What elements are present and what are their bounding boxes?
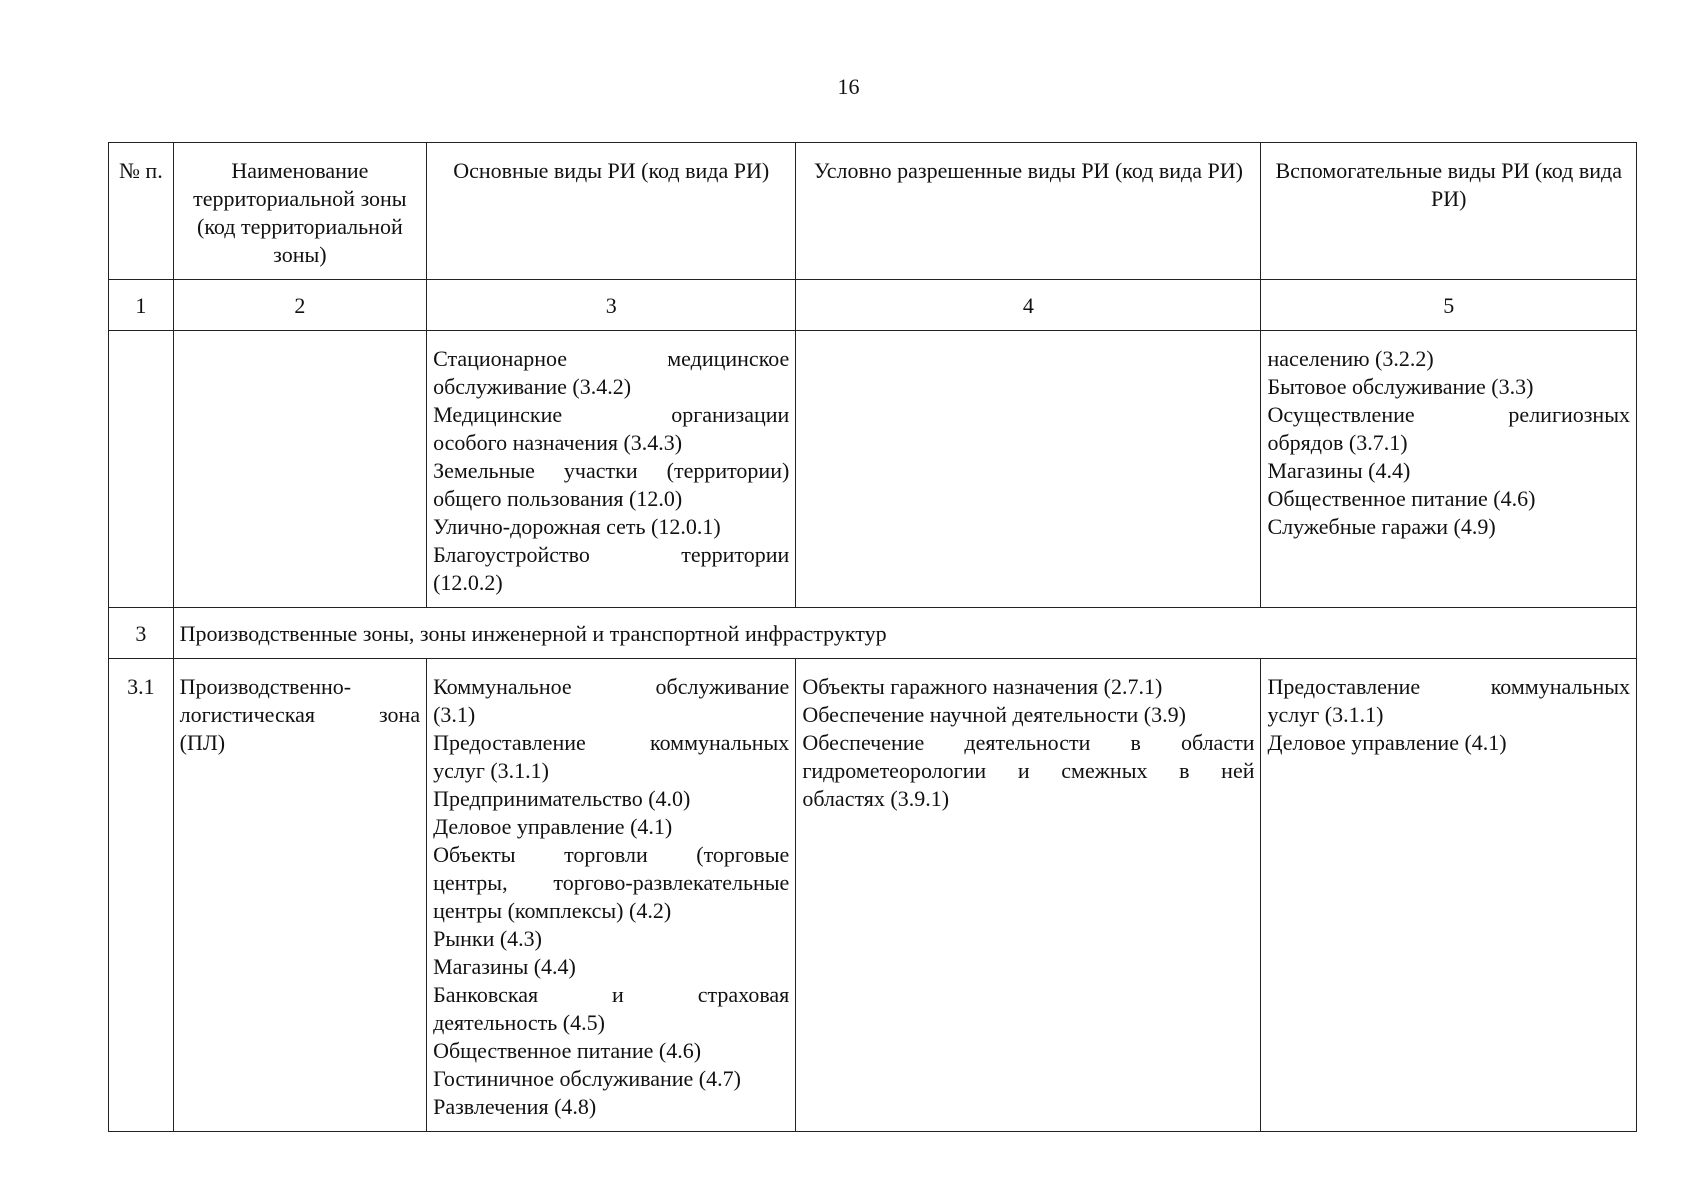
- list-item-line: Магазины (4.4): [433, 954, 576, 979]
- list-item-line: деятельность (4.5): [433, 1010, 605, 1035]
- zones-table: [108, 142, 1637, 1132]
- list-item-line: Рынки (4.3): [433, 926, 542, 951]
- list-item-line: областях (3.9.1): [802, 786, 950, 811]
- list-item-line: Стационарное медицинское: [433, 346, 790, 371]
- list-item: [1267, 457, 1630, 485]
- list-item-line: особого назначения (3.4.3): [433, 430, 683, 455]
- list-item-line: Благоустройство территории: [433, 542, 790, 567]
- list-item: [433, 513, 789, 541]
- zone-name-cell: [173, 659, 426, 1132]
- list-item: [433, 541, 789, 597]
- list-item: [433, 953, 789, 981]
- list-item-line: Гостиничное обслуживание (4.7): [433, 1066, 741, 1091]
- list-item: [433, 1065, 789, 1093]
- list-item-line: Предоставление коммунальных: [1267, 674, 1630, 699]
- list-item: [802, 701, 1254, 729]
- main-uses-cell: [427, 331, 796, 608]
- list-item-line: обрядов (3.7.1): [1267, 430, 1408, 455]
- list-item-line: Медицинские организации: [433, 402, 790, 427]
- empty-cell: [109, 331, 174, 608]
- header-auxiliary-uses: Вспомогательные виды РИ (код вида РИ): [1261, 143, 1637, 280]
- list-item-line: Предпринимательство (4.0): [433, 786, 691, 811]
- list-item-line: Магазины (4.4): [1267, 458, 1411, 483]
- list-item-line: Деловое управление (4.1): [1267, 730, 1507, 755]
- conditional-uses-cell: [796, 659, 1261, 1132]
- header-conditional-uses: Условно разрешенные виды РИ (код вида РИ): [796, 143, 1261, 280]
- header-number: № п.: [109, 143, 174, 280]
- list-item: [433, 813, 789, 841]
- list-item-line: Обеспечение научной деятельности (3.9): [802, 702, 1186, 727]
- list-item: [433, 729, 789, 785]
- auxiliary-uses-cell: [1261, 331, 1637, 608]
- list-item: [433, 1037, 789, 1065]
- column-number: 1: [109, 280, 174, 331]
- list-item: [433, 345, 789, 401]
- list-item-line: общего пользования (12.0): [433, 486, 683, 511]
- header-zone-name: Наименование территориальной зоны (код территориальной зоны): [173, 143, 426, 280]
- list-item-line: Объекты торговли (торговые: [433, 842, 790, 867]
- list-item-line: Служебные гаражи (4.9): [1267, 514, 1496, 539]
- list-item: [1267, 401, 1630, 457]
- list-item-line: Деловое управление (4.1): [433, 814, 673, 839]
- list-item: [433, 981, 789, 1037]
- list-item-line: Общественное питание (4.6): [433, 1038, 702, 1063]
- section-row: [109, 608, 1637, 659]
- column-number: 5: [1261, 280, 1637, 331]
- page-number: 16: [837, 74, 860, 99]
- list-item: [433, 925, 789, 953]
- zone-row: [109, 659, 1637, 1132]
- list-item: [802, 729, 1254, 813]
- list-item-line: центры (комплексы) (4.2): [433, 898, 672, 923]
- main-uses-cell: [427, 659, 796, 1132]
- list-item-line: (3.1): [433, 702, 476, 727]
- list-item: [802, 673, 1254, 701]
- list-item: [1267, 345, 1630, 373]
- list-item: [433, 1093, 789, 1121]
- list-item: [433, 457, 789, 513]
- list-item-line: логистическая зона: [179, 702, 421, 727]
- list-item-line: Земельные участки (территории): [433, 458, 790, 483]
- list-item: [1267, 729, 1630, 757]
- zone-number: 3.1: [109, 659, 174, 1132]
- empty-cell: [796, 331, 1261, 608]
- column-number: 3: [427, 280, 796, 331]
- list-item-line: Обеспечение деятельности в области: [802, 730, 1255, 755]
- list-item-line: центры, торгово-развлекательные: [433, 870, 790, 895]
- list-item: [433, 841, 789, 925]
- table-header-row: [109, 143, 1637, 280]
- list-item-line: услуг (3.1.1): [433, 758, 550, 783]
- column-number-row: [109, 280, 1637, 331]
- list-item: [1267, 373, 1630, 401]
- column-number: 4: [796, 280, 1261, 331]
- list-item-line: Развлечения (4.8): [433, 1094, 597, 1119]
- list-item-line: Осуществление религиозных: [1267, 402, 1630, 427]
- list-item: [1267, 673, 1630, 729]
- list-item-line: Банковская и страховая: [433, 982, 790, 1007]
- list-item-line: обслуживание (3.4.2): [433, 374, 632, 399]
- list-item: [180, 673, 420, 701]
- list-item-line: услуг (3.1.1): [1267, 702, 1384, 727]
- header-main-uses: Основные виды РИ (код вида РИ): [427, 143, 796, 280]
- list-item: [433, 785, 789, 813]
- list-item: [433, 401, 789, 457]
- list-item-line: Производственно-: [179, 674, 352, 699]
- column-number: 2: [173, 280, 426, 331]
- section-title: Производственные зоны, зоны инженерной и транспортной инфраструктур: [173, 608, 1636, 659]
- list-item: [433, 673, 789, 729]
- list-item-line: населению (3.2.2): [1267, 346, 1434, 371]
- section-number: 3: [109, 608, 174, 659]
- list-item-line: Бытовое обслуживание (3.3): [1267, 374, 1534, 399]
- list-item-line: Улично-дорожная сеть (12.0.1): [433, 514, 721, 539]
- continuation-row: [109, 331, 1637, 608]
- list-item-line: (ПЛ): [179, 730, 226, 755]
- list-item-line: Объекты гаражного назначения (2.7.1): [802, 674, 1163, 699]
- list-item: [1267, 513, 1630, 541]
- list-item: [1267, 485, 1630, 513]
- auxiliary-uses-cell: [1261, 659, 1637, 1132]
- empty-cell: [173, 331, 426, 608]
- list-item-line: гидрометеорологии и смежных в ней: [802, 758, 1255, 783]
- list-item-line: (12.0.2): [433, 570, 503, 595]
- list-item: [180, 701, 420, 757]
- list-item-line: Коммунальное обслуживание: [433, 674, 790, 699]
- list-item-line: Общественное питание (4.6): [1267, 486, 1536, 511]
- list-item-line: Предоставление коммунальных: [433, 730, 790, 755]
